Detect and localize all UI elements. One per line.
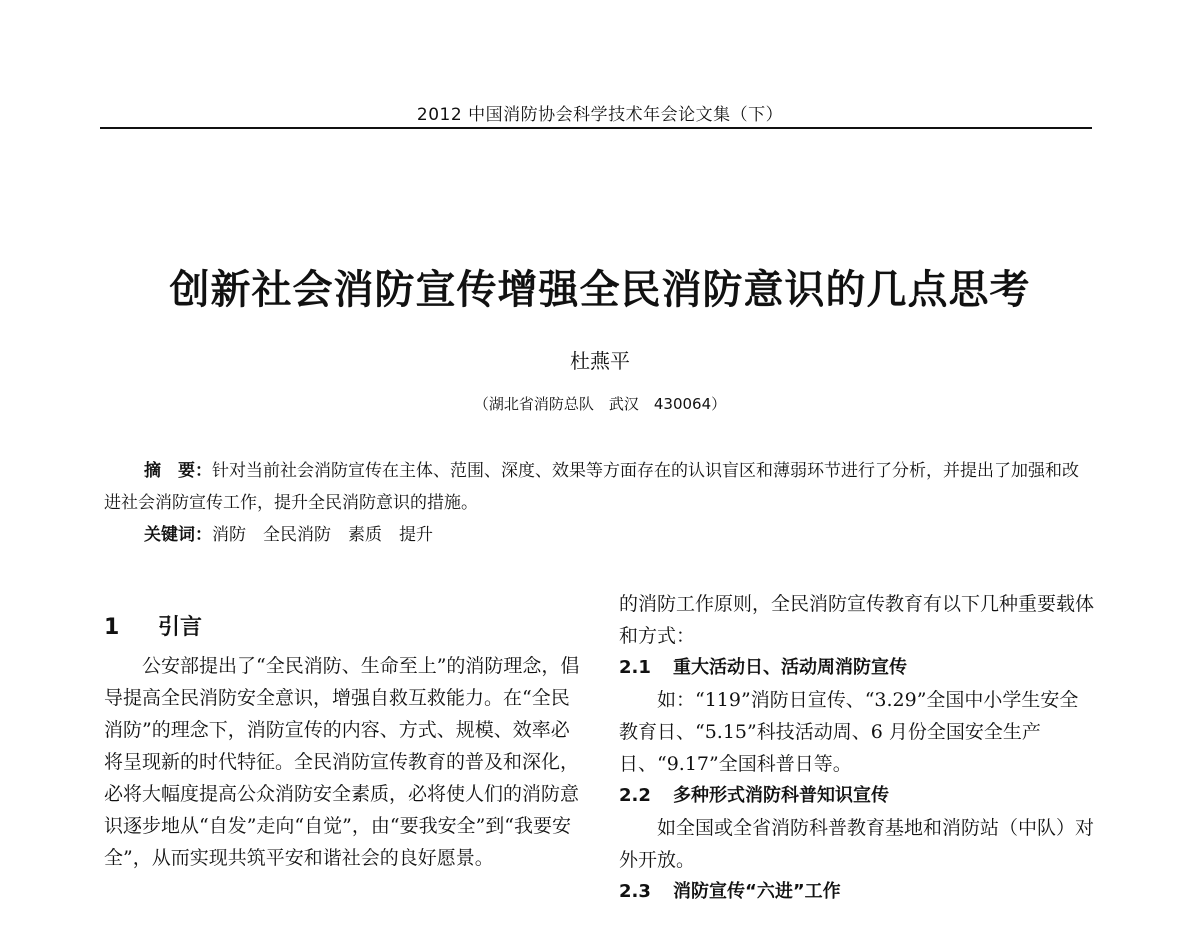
abstract-label: 摘 要： <box>144 461 212 481</box>
abstract-block <box>104 455 1094 551</box>
paper-title: 创新社会消防宣传增强全民消防意识的几点思考 <box>169 266 1031 313</box>
affiliation: （湖北省消防总队 武汉 430064） <box>473 395 727 413</box>
left-column <box>104 588 584 874</box>
section-1-number: 1 <box>104 615 120 640</box>
section-2-2-heading <box>619 780 1095 812</box>
header-rule <box>100 127 1092 129</box>
section-1-heading <box>104 612 584 644</box>
right-column <box>619 588 1095 908</box>
section-2-1-paragraph: 如：“119”消防日宣传、“3.29”全国中小学生安全教育日、“5.15”科技活动周、6 月份全国安全生产日、“9.17”全国科普日等。 <box>619 689 1079 775</box>
section-2-2-paragraph: 如全国或全省消防科普教育基地和消防站（中队）对外开放。 <box>619 817 1095 871</box>
keywords-label: 关键词： <box>144 525 212 545</box>
section-2-3-number: 2.3 <box>619 881 651 902</box>
continued-paragraph: 的消防工作原则，全民消防宣传教育有以下几种重要载体和方式： <box>619 593 1095 647</box>
section-2-1-title: 重大活动日、活动周消防宣传 <box>673 657 907 678</box>
running-header: 2012 中国消防协会科学技术年会论文集（下） <box>416 105 784 125</box>
section-2-3-title: 消防宣传“六进”工作 <box>673 881 841 902</box>
section-2-2-number: 2.2 <box>619 785 651 806</box>
section-2-2-title: 多种形式消防科普知识宣传 <box>673 785 889 806</box>
section-2-1-number: 2.1 <box>619 657 651 678</box>
keywords-text: 消防 全民消防 素质 提升 <box>212 525 433 545</box>
section-2-1-heading <box>619 652 1095 684</box>
section-2-3-heading <box>619 876 1095 908</box>
keywords-line <box>104 519 1094 551</box>
abstract-paragraph <box>104 455 1094 519</box>
section-1-paragraph: 公安部提出了“全民消防、生命至上”的消防理念，倡导提高全民消防安全意识，增强自救互救能力。在“全民消防”的理念下，消防宣传的内容、方式、规模、效率必将呈现新的时代特征。全民消防宣传教育的普及和深化，必将大幅度提高公众消防安全素质，必将使人们的消防意识逐步地从“自发”走向“自觉”，由“要我安全”到“我要安全”，从而实现共筑平安和谐社会的良好愿景。 <box>104 655 580 869</box>
section-1-title: 引言 <box>158 615 203 640</box>
abstract-text: 针对当前社会消防宣传在主体、范围、深度、效果等方面存在的认识盲区和薄弱环节进行了分析，并提出了加强和改进社会消防宣传工作，提升全民消防意识的措施。 <box>104 461 1079 513</box>
author-name: 杜燕平 <box>570 349 630 373</box>
